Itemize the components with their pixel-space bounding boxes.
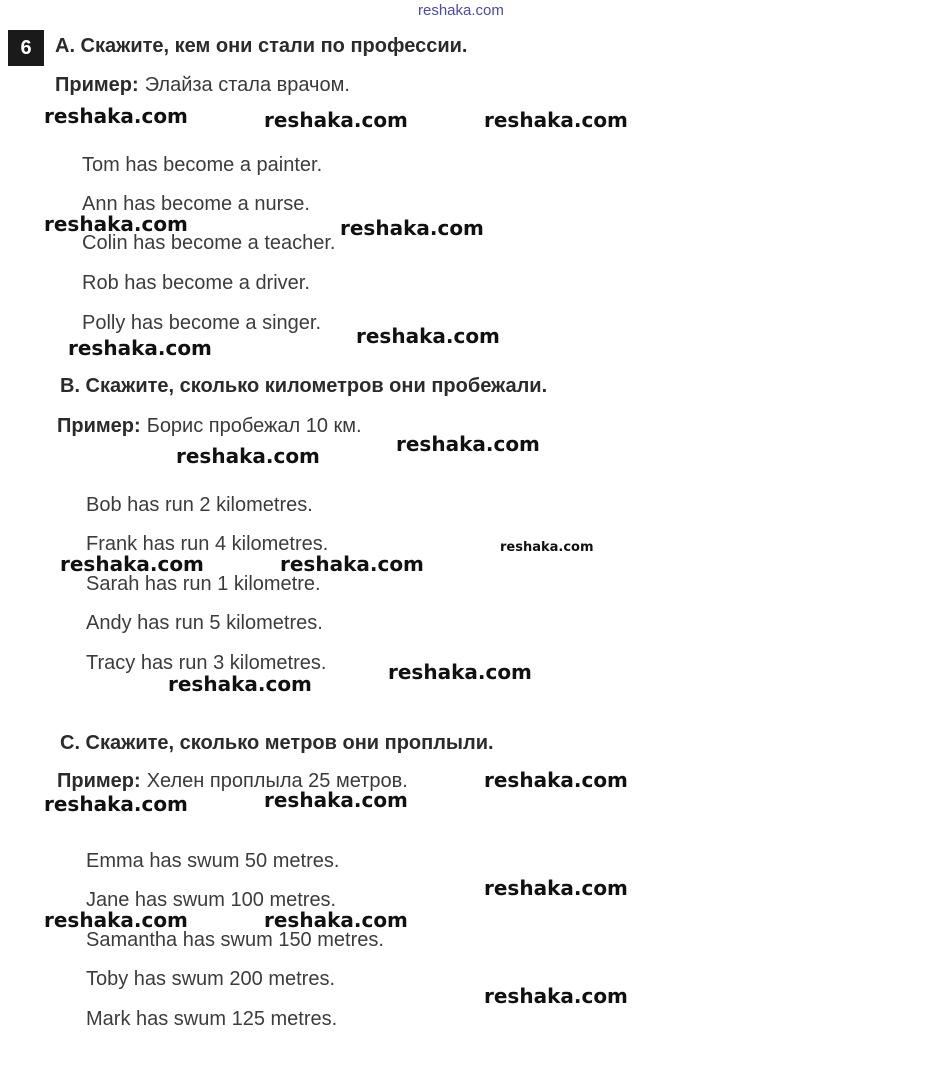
watermark: reshaka.com	[264, 908, 408, 932]
section-b-example	[57, 415, 362, 438]
watermark: reshaka.com	[44, 908, 188, 932]
section-a-heading: A. Скажите, кем они стали по профессии.	[55, 35, 468, 57]
section-c-line-2: Jane has swum 100 metres.	[86, 889, 337, 911]
watermark: reshaka.com	[484, 984, 628, 1008]
section-c-line-5: Mark has swum 125 metres.	[86, 1008, 338, 1030]
watermark: reshaka.com	[484, 876, 628, 900]
watermark: reshaka.com	[500, 540, 594, 555]
watermark: reshaka.com	[68, 336, 212, 360]
watermark: reshaka.com	[356, 324, 500, 348]
section-b-line-4: Andy has run 5 kilometres.	[86, 612, 323, 634]
watermark: reshaka.com	[264, 108, 408, 132]
header-watermark: reshaka.com	[418, 2, 504, 19]
watermark: reshaka.com	[60, 552, 204, 576]
watermark: reshaka.com	[396, 432, 540, 456]
watermark: reshaka.com	[168, 672, 312, 696]
section-b-line-5: Tracy has run 3 kilometres.	[86, 652, 327, 674]
exercise-number-badge: 6	[8, 30, 44, 66]
section-b-line-3: Sarah has run 1 kilometre.	[86, 573, 321, 595]
section-b-heading: B. Скажите, сколько километров они пробежали.	[60, 375, 548, 397]
watermark: reshaka.com	[44, 792, 188, 816]
watermark: reshaka.com	[484, 768, 628, 792]
section-c-example-text: Хелен проплыла 25 метров.	[146, 770, 408, 792]
section-b-example-text: Борис пробежал 10 км.	[146, 415, 362, 437]
section-a-line-2: Ann has become a nurse.	[82, 193, 310, 215]
section-a-line-1: Tom has become a painter.	[82, 154, 323, 176]
watermark: reshaka.com	[176, 444, 320, 468]
watermark: reshaka.com	[340, 216, 484, 240]
watermark: reshaka.com	[484, 108, 628, 132]
section-a-line-5: Polly has become a singer.	[82, 312, 322, 334]
watermark: reshaka.com	[44, 212, 188, 236]
section-a-line-3: Colin has become a teacher.	[82, 232, 336, 254]
section-a-example	[55, 74, 350, 97]
section-c-example-label: Пример:	[57, 770, 141, 792]
section-a-line-4: Rob has become a driver.	[82, 272, 310, 294]
section-c-line-4: Toby has swum 200 metres.	[86, 968, 335, 990]
section-a-example-label: Пример:	[55, 74, 139, 96]
watermark: reshaka.com	[280, 552, 424, 576]
watermark: reshaka.com	[388, 660, 532, 684]
section-b-line-2: Frank has run 4 kilometres.	[86, 533, 329, 555]
watermark: reshaka.com	[44, 104, 188, 128]
section-a-example-text: Элайза стала врачом.	[144, 74, 350, 96]
watermark: reshaka.com	[264, 788, 408, 812]
section-c-line-1: Emma has swum 50 metres.	[86, 850, 340, 872]
section-b-line-1: Bob has run 2 kilometres.	[86, 494, 313, 516]
section-c-heading: C. Скажите, сколько метров они проплыли.	[60, 732, 494, 754]
section-b-example-label: Пример:	[57, 415, 141, 437]
section-c-line-3: Samantha has swum 150 metres.	[86, 929, 384, 951]
